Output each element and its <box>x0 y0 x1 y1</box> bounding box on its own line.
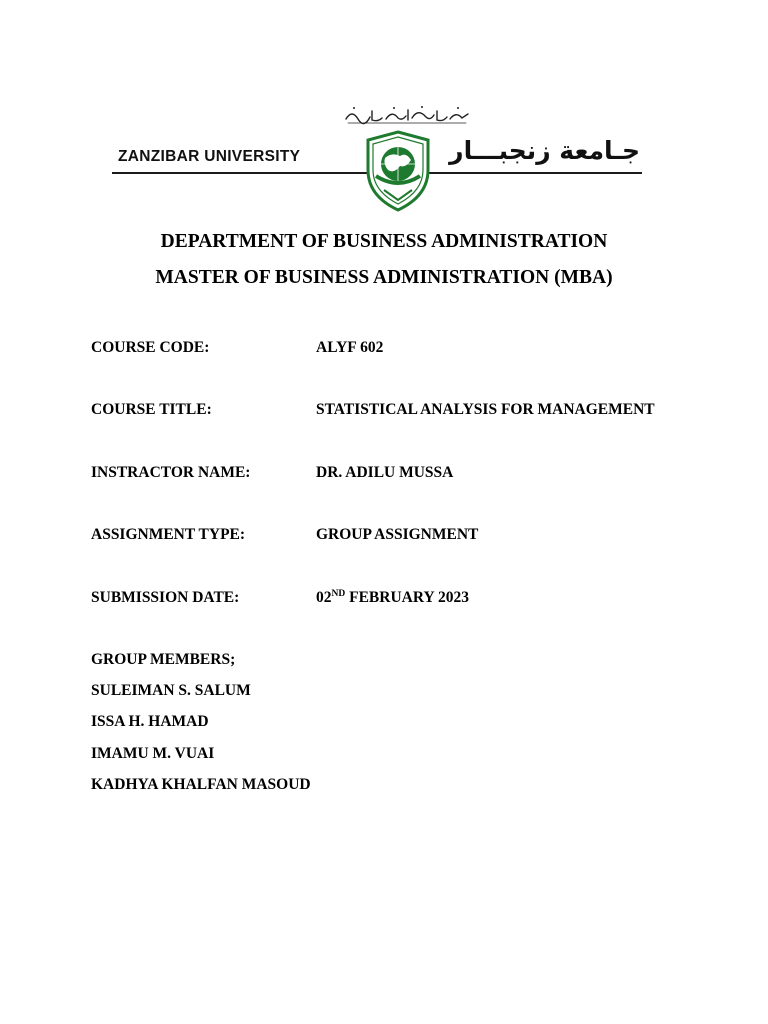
submission-date-value <box>316 589 469 607</box>
instructor-row <box>91 464 741 486</box>
letterhead <box>112 100 642 212</box>
programme-heading: MASTER OF BUSINESS ADMINISTRATION (MBA) <box>155 267 613 288</box>
course-title-value: STATISTICAL ANALYSIS FOR MANAGEMENT <box>316 401 655 418</box>
assignment-type-row <box>91 526 741 548</box>
submission-date-rest: FEBRUARY 2023 <box>345 589 469 606</box>
instructor-label: INSTRACTOR NAME: <box>91 464 251 481</box>
assignment-type-value: GROUP ASSIGNMENT <box>316 526 479 543</box>
course-title-row <box>91 401 741 423</box>
course-title-label: COURSE TITLE: <box>91 401 212 418</box>
submission-date-day: 02 <box>316 589 332 606</box>
department-heading: DEPARTMENT OF BUSINESS ADMINISTRATION <box>160 231 608 252</box>
university-name: ZANZIBAR UNIVERSITY <box>118 148 301 165</box>
group-member: ISSA H. HAMAD <box>91 713 209 730</box>
course-code-label: COURSE CODE: <box>91 339 210 356</box>
assignment-type-label: ASSIGNMENT TYPE: <box>91 526 246 543</box>
group-member: SULEIMAN S. SALUM <box>91 682 251 699</box>
group-members-heading: GROUP MEMBERS; <box>91 651 236 668</box>
group-member: KADHYA KHALFAN MASOUD <box>91 776 311 793</box>
course-code-value: ALYF 602 <box>316 339 384 356</box>
group-member: IMAMU M. VUAI <box>91 745 215 762</box>
submission-date-label: SUBMISSION DATE: <box>91 589 240 606</box>
university-name-arabic: جـامعة زنجبـــار <box>449 136 640 165</box>
submission-date-suffix: ND <box>331 589 346 599</box>
calligraphy-banner <box>342 105 472 125</box>
university-crest-icon <box>362 130 434 212</box>
course-code-row <box>91 339 741 361</box>
submission-date-row <box>91 589 741 611</box>
instructor-value: DR. ADILU MUSSA <box>316 464 454 481</box>
